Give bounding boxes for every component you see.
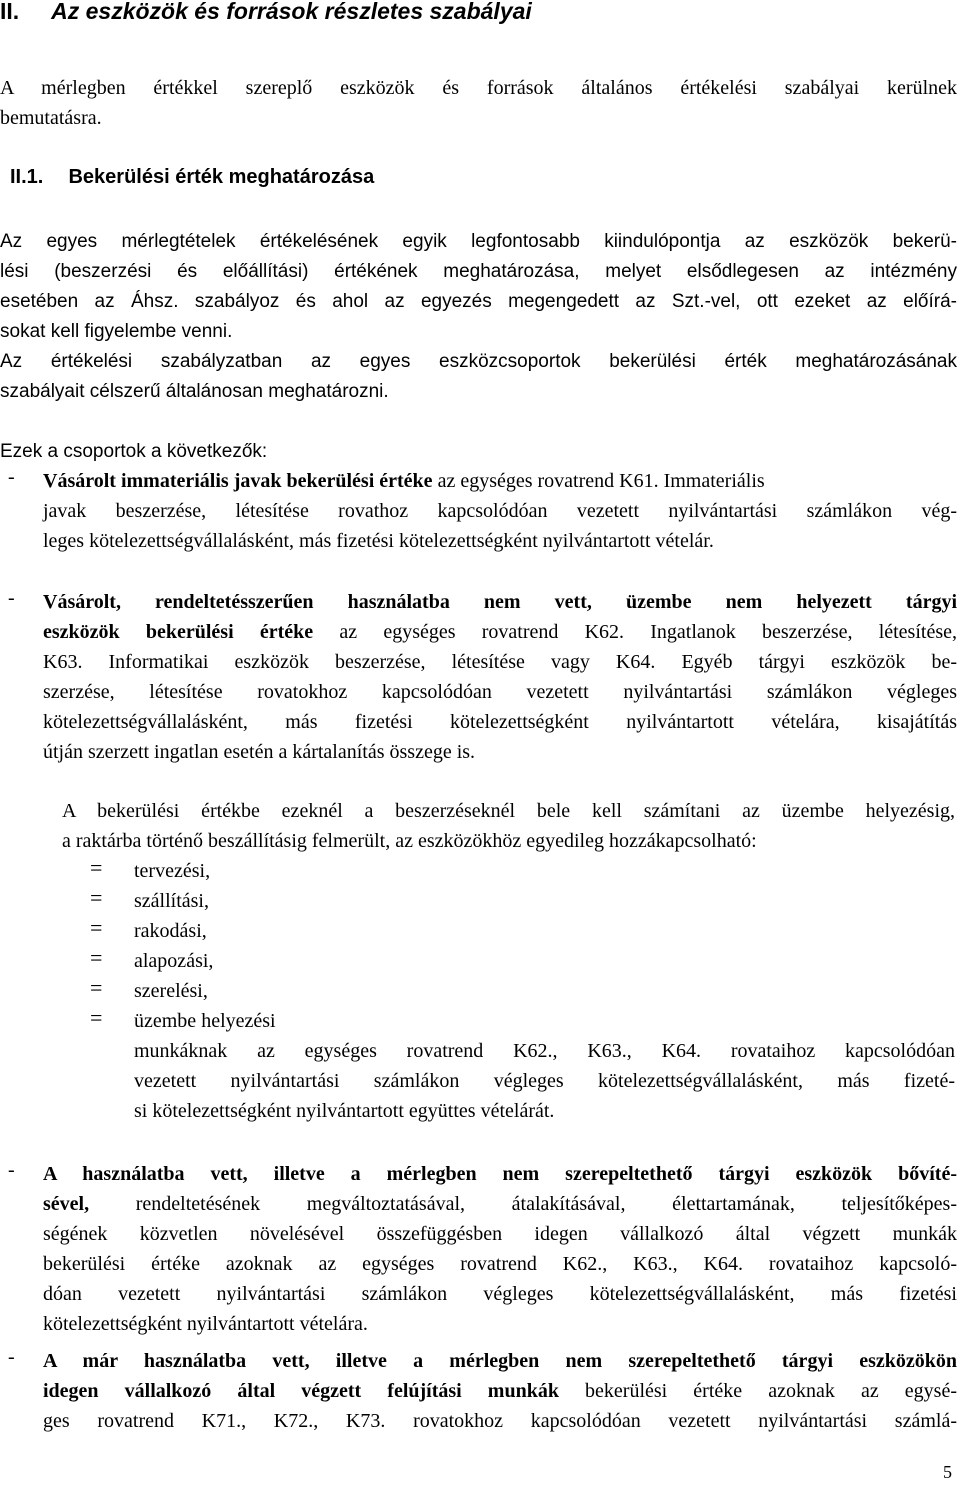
bullet-dash: -	[8, 1346, 15, 1368]
bullet3-line-2	[43, 1189, 957, 1219]
cost-outro-line-2: vezetett nyilvántartási számlákon végleges kötelezettségvállalásként, más fizeté-	[134, 1070, 955, 1092]
bullet1-line-3: leges kötelezettségvállalásként, más fizetési kötelezettségként nyilvántartott vételár.	[43, 530, 714, 552]
intro-line-2: bemutatásra.	[0, 107, 102, 129]
para1-line-6: szabályait célszerű általánosan meghatározni.	[0, 381, 389, 402]
cost-item: szállítási,	[134, 890, 209, 912]
cost-item: alapozási,	[134, 950, 214, 972]
equals-marker: =	[90, 975, 103, 1000]
bullet3-bold-2: sével,	[43, 1193, 90, 1215]
equals-marker: =	[90, 885, 103, 910]
subsection-title: Bekerülési érték meghatározása	[68, 166, 375, 188]
bullet1-text-1: az egységes rovatrend K61. Immateriális	[432, 470, 765, 492]
bullet4-line-3: ges rovatrend K71., K72., K73. rovatokhoz kapcsolódóan vezetett nyilvántartási számlá-	[43, 1410, 957, 1432]
page-number: 5	[943, 1462, 952, 1482]
bullet3-line-4: bekerülési értéke azoknak az egységes rovatrend K62., K63., K64. rovataihoz kapcsoló-	[43, 1253, 957, 1275]
intro-line-1: A mérlegben értékkel szereplő eszközök és források általános értékelési szabályai kerülnek	[0, 77, 957, 99]
para1-line-4: sokat kell figyelembe venni.	[0, 321, 233, 342]
bullet3-line-5: dóan vezetett nyilvántartási számlákon végleges kötelezettségvállalásként, más fizetési	[43, 1283, 957, 1305]
bullet3-bold-line-1: A használatba vett, illetve a mérlegben nem szerepeltethető tárgyi eszközök bővíté-	[43, 1163, 957, 1185]
bullet3-line-3: ségének közvetlen növelésével összefüggésben idegen vállalkozó által végzett munkák	[43, 1223, 957, 1245]
groups-intro: Ezek a csoportok a következők:	[0, 441, 268, 462]
cost-item: szerelési,	[134, 980, 208, 1002]
cost-outro-line-3: si kötelezettségként nyilvántartott együttes vételárát.	[134, 1100, 555, 1122]
cost-item: rakodási,	[134, 920, 207, 942]
para1-line-2: lési (beszerzési és előállítási) értékének meghatározása, melyet elsődlegesen az intézmény	[0, 261, 957, 282]
subsection-number: II.1.	[10, 166, 44, 188]
bullet-dash: -	[8, 587, 15, 609]
bullet2-bold-2: eszközök bekerülési értéke	[43, 621, 314, 643]
equals-marker: =	[90, 1005, 103, 1030]
bullet2-line-3: K63. Informatikai eszközök beszerzése, létesítése vagy K64. Egyéb tárgyi eszközök be-	[43, 651, 957, 673]
equals-marker: =	[90, 945, 103, 970]
cost-intro-line-1: A bekerülési értékbe ezeknél a beszerzéseknél bele kell számítani az üzembe helyezésig,	[62, 800, 955, 822]
equals-marker: =	[90, 855, 103, 880]
bullet1-line-2: javak beszerzése, létesítése rovathoz kapcsolódóan vezetett nyilvántartási számlákon vég-	[43, 500, 957, 522]
bullet2-bold-line-1: Vásárolt, rendeltetésszerűen használatba nem vett, üzembe nem helyezett tárgyi	[43, 591, 957, 613]
bullet4-line-2	[43, 1376, 957, 1406]
para1-line-5: Az értékelési szabályzatban az egyes eszközcsoportok bekerülési érték meghatározásának	[0, 351, 957, 372]
bullet4-bold-line-1: A már használatba vett, illetve a mérlegben nem szerepeltethető tárgyi eszközökön	[43, 1350, 957, 1372]
bullet2-line-5: kötelezettségvállalásként, más fizetési kötelezettségként nyilvántartott vételára, kisajátítás	[43, 711, 957, 733]
equals-marker: =	[90, 915, 103, 940]
bullet1-line-1	[43, 466, 765, 496]
cost-outro-line-1: munkáknak az egységes rovatrend K62., K63., K64. rovataihoz kapcsolódóan	[134, 1040, 955, 1062]
subsection-heading	[10, 166, 374, 189]
section-title: Az eszközök és források részletes szabályai	[51, 0, 532, 24]
bullet-dash: -	[8, 1159, 15, 1181]
bullet2-line-6: útján szerzett ingatlan esetén a kártalanítás összege is.	[43, 741, 476, 763]
bullet1-bold: Vásárolt immateriális javak bekerülési értéke	[43, 470, 433, 492]
bullet-dash: -	[8, 466, 15, 488]
section-number: II.	[0, 0, 20, 24]
bullet4-text-1: bekerülési értéke azoknak az egysé-	[558, 1380, 957, 1402]
cost-item: tervezési,	[134, 860, 211, 882]
bullet4-bold-2: idegen vállalkozó által végzett felújítási munkák	[43, 1380, 559, 1402]
cost-item: üzembe helyezési	[134, 1010, 276, 1032]
bullet3-text-1: rendeltetésének megváltoztatásával, átalakításával, élettartamának, teljesítőképes-	[89, 1193, 957, 1215]
section-heading	[0, 0, 532, 25]
bullet2-line-2	[43, 617, 957, 647]
bullet2-text-1: az egységes rovatrend K62. Ingatlanok beszerzése, létesítése,	[313, 621, 957, 643]
cost-intro-line-2: a raktárba történő beszállításig felmerült, az eszközökhöz egyedileg hozzákapcsolható:	[62, 830, 757, 852]
bullet3-line-6: kötelezettségként nyilvántartott vételára.	[43, 1313, 368, 1335]
bullet2-line-4: szerzése, létesítése rovatokhoz kapcsolódóan vezetett nyilvántartási számlákon végleges	[43, 681, 957, 703]
para1-line-1: Az egyes mérlegtételek értékelésének egyik legfontosabb kiindulópontja az eszközök bekerü-	[0, 231, 957, 252]
para1-line-3: esetében az Áhsz. szabályoz és ahol az egyezés megengedett az Szt.-vel, ott ezeket az előírá-	[0, 291, 957, 312]
